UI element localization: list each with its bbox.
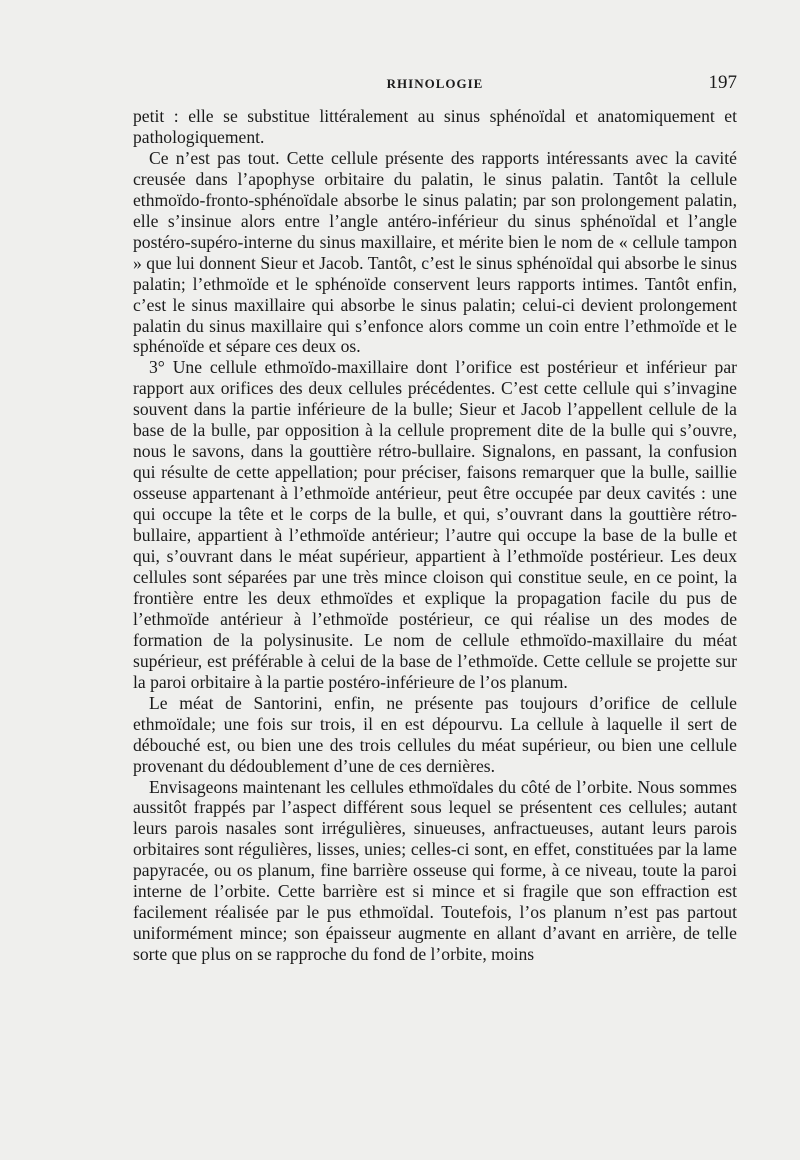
page-header <box>133 72 737 96</box>
paragraph-orbite: Envisageons maintenant les cellules ethmoïdales du côté de l’orbite. Nous sommes aussitôt frappés par l’aspect différent sous lequel se présentent ces cellules; autant leurs parois nasales sont irrégulières, sinueuses, anfractueuses, autant leurs parois orbitaires sont régulières, lisses, unies; celles-ci sont, en effet, constituées par la lame papyracée, ou os planum, fine barrière osseuse qui forme, à ce niveau, toute la paroi interne de l’orbite. Cette barrière est si mince et si fragile que son effraction est facilement réalisée par le pus ethmoïdal. Toutefois, l’os planum n’est pas partout uniformément mince; son épaisseur augmente en allant d’avant en arrière, de telle sorte que plus on se rapproche du fond de l’orbite, moins <box>133 776 737 965</box>
paragraph-meat-santorini: Le méat de Santorini, enfin, ne présente pas toujours d’orifice de cellule ethmoïdale; une fois sur trois, il en est dépourvu. La cellule à laquelle il sert de débouché est, ou bien une des trois cellules du méat supérieur, ou bien une cellule provenant du dédoublement d’une de ces dernières. <box>133 692 737 776</box>
paragraph-continuation: petit : elle se substitue littéralement au sinus sphénoïdal et anatomiquement et pathologiquement. <box>133 106 737 147</box>
paragraph-palatin: Ce n’est pas tout. Cette cellule présente des rapports intéressants avec la cavité creusée dans l’apophyse orbitaire du palatin, le sinus palatin. Tantôt la cellule ethmoïdo-fronto-sphénoïdale absorbe le sinus palatin; par son prolongement palatin, elle s’insinue alors entre l’angle antéro-inférieur du sinus sphénoïdal et l’angle postéro-supéro-interne du sinus maxillaire, et mérite bien le nom de « cellule tampon » que lui donnent Sieur et Jacob. Tantôt, c’est le sinus sphénoïdal qui absorbe le sinus palatin; l’ethmoïde et le sphénoïde conservent leurs rapports intimes. Tantôt enfin, c’est le sinus maxillaire qui absorbe le sinus palatin; celui-ci devient prolongement palatin du sinus maxillaire qui s’enfonce alors comme un coin entre l’ethmoïde et le sphénoïde et sépare ces deux os. <box>133 147 737 357</box>
body-text <box>133 106 737 965</box>
running-title: RHINOLOGIE <box>386 76 484 91</box>
page-number: 197 <box>708 72 737 93</box>
paragraph-ethmoido-maxillaire: 3° Une cellule ethmoïdo-maxillaire dont l’orifice est postérieur et inférieur par rapport aux orifices des deux cellules précédentes. C’est cette cellule qui s’invagine souvent dans la partie inférieure de la bulle; Sieur et Jacob l’appellent cellule de la base de la bulle, par opposition à la cellule proprement dite de la bulle qui s’ouvre, nous le savons, dans la gouttière rétro-bullaire. Signalons, en passant, la confusion qui résulte de cette appellation; pour préciser, faisons remarquer que la bulle, saillie osseuse appartenant à l’ethmoïde antérieur, peut être occupée par deux cavités : une qui occupe la tête et le corps de la bulle, et qui, s’ouvrant dans la gouttière rétro-bullaire, appartient à l’ethmoïde antérieur; l’autre qui occupe la base de la bulle et qui, s’ouvrant dans le méat supérieur, appartient à l’ethmoïde postérieur. Les deux cellules sont séparées par une très mince cloison qui constitue seule, en ce point, la frontière entre les deux ethmoïdes et explique la propagation facile du pus de l’ethmoïde antérieur à l’ethmoïde postérieur, ce qui réalise un des modes de formation de la polysinusite. Le nom de cellule ethmoïdo-maxillaire du méat supérieur, est préférable à celui de la base de l’ethmoïde. Cette cellule se projette sur la paroi orbitaire à la partie postéro-inférieure de l’os planum. <box>133 357 737 692</box>
